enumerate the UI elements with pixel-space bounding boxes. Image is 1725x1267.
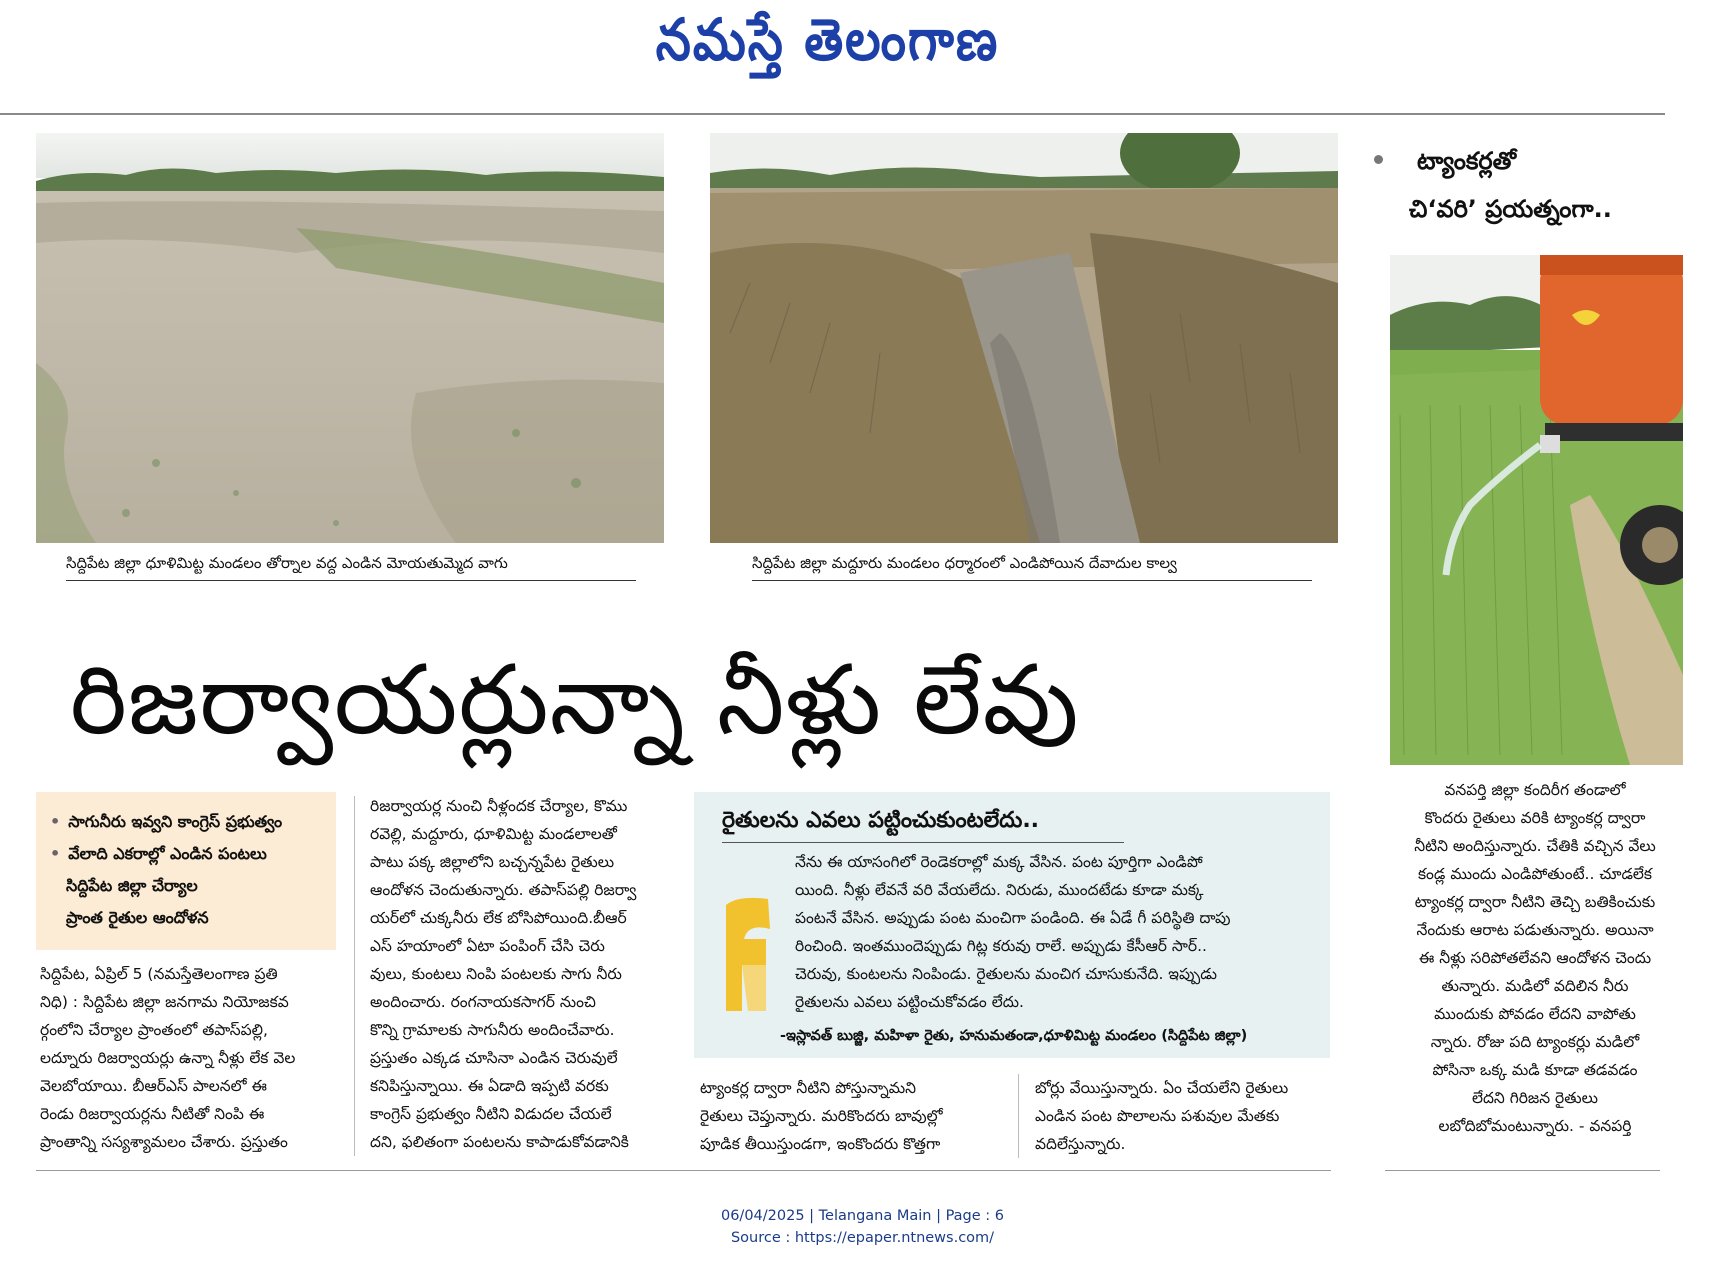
article-line: కాంగ్రెస్ ప్రభుత్వం నీటిని విడుదల చేయలే [370, 1105, 612, 1123]
side-line: ట్యాంకర్ల ద్వారా నీటిని తెచ్చి బతికించుకు [1414, 893, 1656, 911]
quote-body [795, 848, 1325, 1016]
side-line: కొందరు రైతులు వరికి ట్యాంకర్ల ద్వారా [1424, 809, 1646, 827]
side-line: వనపర్తి జిల్లా కందిరీగ తండాలో [1444, 781, 1626, 799]
highlight-item: ప్రాంత రైతుల ఆందోళన [66, 908, 209, 927]
quote-line: నేను ఈ యాసంగిలో రెండెకరాల్లో మక్క వేసిన. పంట పూర్తిగా ఎండిపో [795, 853, 1203, 871]
quote-line: చెరువు, కుంటలను నింపిండు. రైతులను మంచిగ చూసుకునేది. ఇప్పుడు [795, 965, 1218, 983]
highlight-item: సిద్దిపేట జిల్లా చేర్యాల [66, 876, 198, 895]
article-line: రైతులు చెప్తున్నారు. మరికొందరు బావుల్లో [700, 1107, 943, 1125]
side-line: లేదని గిరిజన రైతులు [1471, 1089, 1599, 1107]
side-bottom-rule [1385, 1170, 1660, 1171]
quote-title-rule [722, 842, 1124, 843]
article-line: అందించారు. రంగనాయకసాగర్ నుంచి [370, 993, 596, 1011]
side-line: నేందుకు ఆరాట పడుతున్నారు. అయినా [1416, 921, 1654, 939]
column-divider [354, 796, 355, 1156]
article-line: రిజర్వాయర్ల నుంచి నీళ్లందక చేర్యాల, కొము [370, 797, 628, 815]
center-photo-caption: సిద్దిపేట జిల్లా మద్దూరు మండలం ధర్మారంలో ఎండిపోయిన దేవాదుల కాల్వ [752, 554, 1177, 572]
side-line: న్నారు. రోజు పది ట్యాంకర్లు మడిలో [1430, 1033, 1640, 1051]
highlights-box [36, 792, 336, 950]
article-line: సిద్దిపేట, ఏప్రిల్ 5 (నమస్తేతెలంగాణ ప్రతి [40, 965, 278, 983]
article-line: లద్నూరు రిజర్వాయర్లు ఉన్నా నీళ్లు లేక వెల [40, 1049, 296, 1067]
article-line: ఎస్ హయాంలో ఏటా పంపింగ్ చేసి చెరు [370, 937, 605, 955]
footer-source-link[interactable]: Source : https://epaper.ntnews.com/ [730, 1230, 995, 1246]
newspaper-logo: నమస్తే తెలంగాణ [655, 6, 1000, 74]
article-line: ఎండిన పంట పొలాలను పశువుల మేతకు [1035, 1107, 1280, 1125]
left-photo-caption: సిద్దిపేట జిల్లా ధూళిమిట్ట మండలం తోర్నాల వద్ద ఎండిన మోయతుమ్మెద వాగు [66, 554, 508, 572]
quote-mark-icon [718, 895, 774, 1015]
article-line: వులు, కుంటలు నింపి పంటలకు సాగు నీరు [370, 965, 622, 983]
footer-date-page: 06/04/2025 | Telangana Main | Page : 6 [720, 1208, 1005, 1224]
bullet-icon [1374, 155, 1383, 164]
article-line: వెలబోయాయి. బీఆర్‌ఎస్ పాలనలో ఈ [40, 1077, 267, 1095]
side-heading-line1: ట్యాంకర్లతో [1417, 147, 1517, 175]
masthead-divider [0, 113, 1665, 115]
highlight-item: • సాగునీరు ఇవ్వని కాంగ్రెస్ ప్రభుత్వం [50, 806, 336, 838]
article-line: పూడిక తీయిస్తుండగా, ఇంకొందరు కొత్తగా [700, 1135, 941, 1153]
column-divider [1018, 1074, 1019, 1158]
article-column-3 [700, 1074, 1010, 1158]
article-line: రవెల్లి, మద్దూరు, ధూళిమిట్ట మండలాలతో [370, 825, 617, 843]
main-headline: రిజర్వాయర్లున్నా నీళ్లు లేవు [70, 644, 1080, 756]
article-line: కనిపిస్తున్నాయి. ఈ ఏడాది ఇప్పటి వరకు [370, 1077, 609, 1095]
highlight-item: • వేలాది ఎకరాల్లో ఎండిన పంటలు [50, 838, 336, 870]
side-line: పోసినా ఒక్క మడి కూడా తడవడం [1432, 1061, 1638, 1079]
side-line: ఈ నీళ్లు సరిపోతలేవని ఆందోళన చెందు [1418, 949, 1652, 967]
quote-title: రైతులను ఎవలు పట్టించుకుంటలేదు.. [722, 808, 1040, 833]
article-line: ర్గంలోని చేర్యాల ప్రాంతంలో తపాస్‌పల్లి, [40, 1021, 268, 1039]
page-footer [0, 1205, 1725, 1249]
caption-rule [752, 580, 1312, 581]
quote-line: యింది. నీళ్లు లేవనే వరి వేయలేదు. నిరుడు, ముందటేడు కూడా మక్క [795, 881, 1204, 899]
article-line: పాటు పక్క జిల్లాలోని బచ్చన్నపేట రైతులు [370, 853, 615, 871]
article-line: బోర్లు వేయిస్తున్నారు. ఏం చేయలేని రైతులు [1035, 1079, 1289, 1097]
article-line: ప్రాంతాన్ని సస్యశ్యామలం చేశారు. ప్రస్తుతం [40, 1133, 288, 1151]
bottom-rule [36, 1170, 1331, 1171]
quote-line: పంటనే వేసిన. అప్పుడు పంట మంచిగా పండింది. ఈ ఏడే గీ పరిస్థితి దాపు [795, 909, 1231, 927]
side-line: నీటిని అందిస్తున్నారు. చేతికి వచ్చిన వేలు [1414, 837, 1656, 855]
article-line: దని, ఫలితంగా పంటలను కాపాడుకోవడానికి [370, 1133, 629, 1151]
quote-line: రించింది. ఇంతముందెప్పుడు గిట్ల కరువు రాలే. అప్పుడు కేసీఆర్ సార్.. [795, 937, 1207, 955]
quote-line: రైతులను ఎవలు పట్టించుకోవడం లేదు. [795, 993, 1024, 1011]
article-line: యర్‌లో చుక్కనీరు లేక బోసిపోయింది.బీఆర్ [370, 909, 627, 927]
side-story-body [1385, 776, 1685, 1140]
side-line: తున్నారు. మడిలో వదిలిన నీరు [1441, 977, 1629, 995]
article-line: కొన్ని గ్రామాలకు సాగునీరు అందించేవారు. [370, 1021, 615, 1039]
article-line: ట్యాంకర్ల ద్వారా నీటిని పోస్తున్నామని [700, 1079, 917, 1097]
side-line: కండ్ల ముందు ఎండిపోతుంటే.. చూడలేక [1417, 865, 1653, 883]
side-line: లబోదిబోమంటున్నారు. - వనపర్తి [1438, 1117, 1632, 1135]
photo-dry-canal [710, 133, 1338, 543]
photo-dry-stream [36, 133, 664, 543]
masthead [0, 0, 1725, 112]
side-line: ముందుకు పోవడం లేదని వాపోతు [1434, 1005, 1636, 1023]
caption-rule [66, 580, 636, 581]
article-column-4 [1035, 1074, 1335, 1158]
side-story-heading [1375, 137, 1612, 233]
article-line: ప్రస్తుతం ఎక్కడ చూసినా ఎండిన చెరువులే [370, 1049, 618, 1067]
quote-attribution: -ఇస్లావత్ బుజ్జి, మహిళా రైతు, హనుమతండా,ధూళిమిట్ట మండలం (సిద్దిపేట జిల్లా) [780, 1028, 1248, 1044]
article-line: రెండు రిజర్వాయర్లను నీటితో నింపి ఈ [40, 1105, 265, 1123]
article-line: నిధి) : సిద్దిపేట జిల్లా జనగామ నియోజకవ [40, 993, 289, 1011]
side-heading-line2: చి‘వరి’ ప్రయత్నంగా.. [1409, 195, 1612, 223]
article-column-2 [370, 792, 680, 1156]
photo-water-tanker [1390, 255, 1683, 765]
article-column-1 [40, 960, 340, 1156]
article-line: ఆందోళన చెందుతున్నారు. తపాస్‌పల్లి రిజర్వా [370, 881, 637, 899]
article-line: వదిలేస్తున్నారు. [1035, 1135, 1126, 1153]
